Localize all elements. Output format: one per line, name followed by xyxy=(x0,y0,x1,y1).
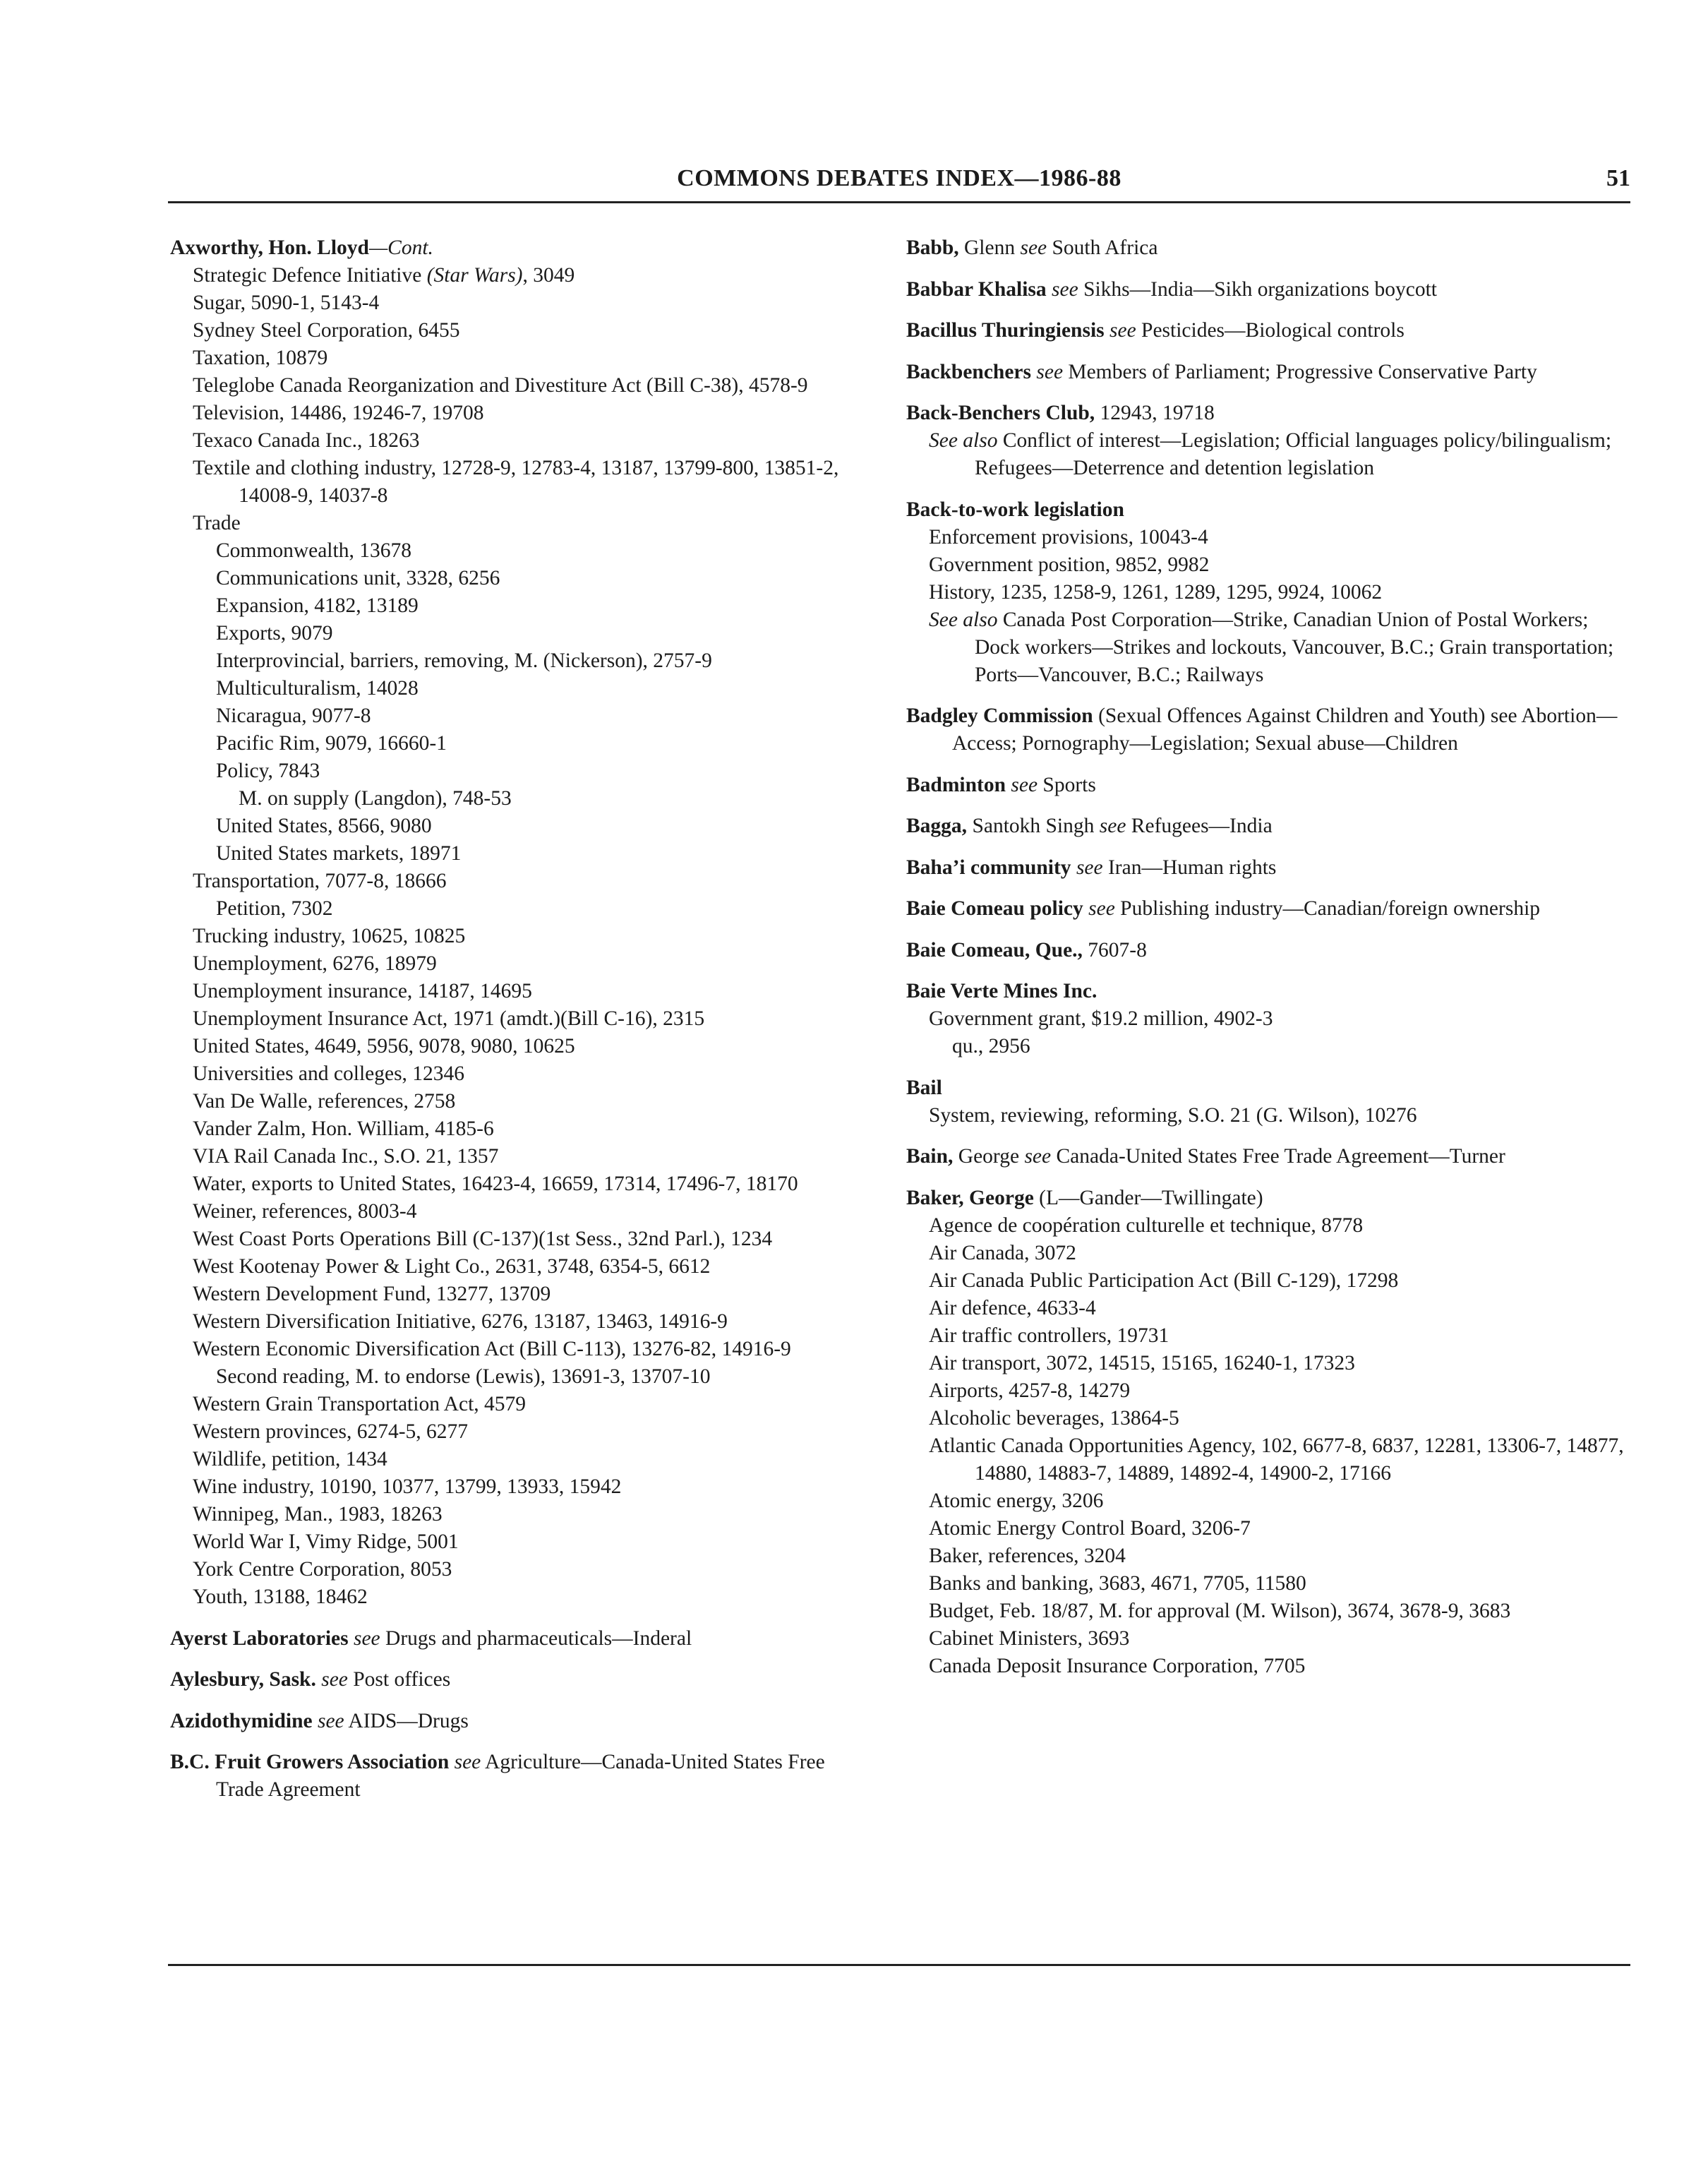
index-subentry xyxy=(906,551,1633,579)
index-subentry xyxy=(906,1350,1633,1377)
index-entry xyxy=(906,317,1633,344)
entry-text: George xyxy=(953,1145,1025,1168)
index-subentry xyxy=(170,372,876,400)
index-subentry xyxy=(170,565,876,592)
entry-heading: Bain, xyxy=(906,1145,954,1168)
index-subentry xyxy=(906,579,1633,606)
entry-text: Interprovincial, barriers, removing, M. (Nickerson), 2757-9 xyxy=(216,649,712,672)
index-subentry xyxy=(906,1625,1633,1653)
entry-text: Wine industry, 10190, 10377, 13799, 13933, 15942 xyxy=(193,1475,622,1498)
entry-text: Exports, 9079 xyxy=(216,622,333,645)
index-subentry xyxy=(170,1363,876,1391)
page-number: 51 xyxy=(1606,165,1630,191)
see-reference: see xyxy=(1071,856,1103,879)
entry-text: Trucking industry, 10625, 10825 xyxy=(193,925,466,947)
index-subentry xyxy=(906,1542,1633,1570)
index-subentry xyxy=(170,1226,876,1253)
index-subentry xyxy=(170,1336,876,1363)
index-subentry xyxy=(906,1295,1633,1322)
index-entry xyxy=(906,1074,1633,1102)
index-subentry xyxy=(906,1102,1633,1130)
index-subentry xyxy=(170,1281,876,1308)
entry-text: Members of Parliament; Progressive Conservative Party xyxy=(1063,360,1537,383)
index-entry xyxy=(906,276,1633,304)
continued-marker: —Cont. xyxy=(368,236,433,259)
entry-text: Water, exports to United States, 16423-4, 16659, 17314, 17496-7, 18170 xyxy=(193,1173,798,1195)
entry-heading: Axworthy, Hon. Lloyd xyxy=(170,236,369,259)
entry-text: Sugar, 5090-1, 5143-4 xyxy=(193,292,380,314)
entry-text: 7607-8 xyxy=(1082,938,1147,961)
entry-text: York Centre Corporation, 8053 xyxy=(193,1558,452,1581)
index-subentry xyxy=(170,1473,876,1501)
index-subentry xyxy=(906,1432,1633,1487)
entry-pages: , 3049 xyxy=(522,264,575,287)
index-subentry xyxy=(170,757,876,785)
index-subentry xyxy=(170,1170,876,1198)
entry-heading: Bagga, xyxy=(906,815,968,837)
entry-heading: Ayerst Laboratories xyxy=(170,1626,349,1650)
entry-heading: Azidothymidine xyxy=(170,1709,313,1732)
entry-text: Alcoholic beverages, 13864-5 xyxy=(929,1406,1179,1430)
entry-heading: Bacillus Thuringiensis xyxy=(906,319,1105,342)
index-entry xyxy=(906,772,1633,799)
index-subentry xyxy=(906,1240,1633,1267)
entry-text: Iran—Human rights xyxy=(1102,856,1277,879)
index-entry xyxy=(906,854,1633,882)
entry-text: AIDS—Drugs xyxy=(344,1709,469,1732)
see-reference: see xyxy=(1006,773,1038,796)
see-reference: see xyxy=(1099,815,1126,837)
see-reference: see xyxy=(1024,1145,1052,1168)
index-subentry xyxy=(170,702,876,730)
entry-text: Trade xyxy=(193,512,241,534)
index-subentry xyxy=(170,1418,876,1446)
index-subentry xyxy=(170,813,876,840)
index-subentry xyxy=(906,1405,1633,1432)
entry-text: Atomic energy, 3206 xyxy=(929,1489,1104,1512)
entry-heading: Baie Comeau policy xyxy=(906,897,1083,920)
entry-heading: Babb, xyxy=(906,236,959,259)
entry-text: West Coast Ports Operations Bill (C-137)(1st Sess., 32nd Parl.), 1234 xyxy=(193,1228,773,1250)
entry-text: Canada Post Corporation—Strike, Canadian Union of Postal Workers; Dock workers—Strikes and lockouts, Vancouver, B.C.; Grain transportation; Ports—Vancouver, B.C.; Railways xyxy=(975,608,1614,686)
index-entry xyxy=(906,1185,1633,1212)
index-subentry xyxy=(170,620,876,647)
index-subentry xyxy=(906,1377,1633,1405)
see-reference: see xyxy=(1083,897,1115,920)
entry-text: Publishing industry—Canadian/foreign ownership xyxy=(1114,897,1541,920)
index-subentry xyxy=(906,1570,1633,1598)
entry-text: Weiner, references, 8003-4 xyxy=(193,1200,417,1223)
index-subentry xyxy=(170,1528,876,1556)
see-reference: see xyxy=(348,1626,380,1650)
entry-text: Santokh Singh xyxy=(967,815,1100,837)
index-subentry xyxy=(170,840,876,868)
entry-text: Television, 14486, 19246-7, 19708 xyxy=(193,402,484,424)
index-entry xyxy=(906,359,1633,386)
index-entry xyxy=(906,937,1633,964)
index-subentry xyxy=(170,895,876,923)
index-entry xyxy=(170,1625,876,1653)
index-subentry xyxy=(906,524,1633,551)
index-entry xyxy=(170,1666,876,1694)
entry-text: Agriculture—Canada-United States Free Trade Agreement xyxy=(216,1751,825,1801)
entry-text: Pacific Rim, 9079, 16660-1 xyxy=(216,732,447,755)
entry-text: Agence de coopération culturelle et technique, 8778 xyxy=(929,1214,1364,1237)
index-subentry xyxy=(170,868,876,895)
entry-heading: Baie Verte Mines Inc. xyxy=(906,980,1097,1002)
entry-text: Western Development Fund, 13277, 13709 xyxy=(193,1283,551,1305)
index-subentry xyxy=(170,1446,876,1473)
index-subentry xyxy=(170,1308,876,1336)
running-title: COMMONS DEBATES INDEX—1986-88 xyxy=(677,165,1121,191)
index-subentry xyxy=(906,1653,1633,1680)
entry-text: Winnipeg, Man., 1983, 18263 xyxy=(193,1503,443,1526)
entry-heading: Badminton xyxy=(906,773,1006,796)
entry-text: Glenn xyxy=(958,236,1021,259)
index-entry xyxy=(906,702,1633,757)
entry-text: Canada Deposit Insurance Corporation, 7705 xyxy=(929,1654,1306,1677)
index-subentry xyxy=(170,592,876,620)
entry-text: United States markets, 18971 xyxy=(216,842,462,865)
index-subentry xyxy=(170,1556,876,1583)
entry-text: Expansion, 4182, 13189 xyxy=(216,594,419,617)
entry-text: Pesticides—Biological controls xyxy=(1136,319,1405,342)
entry-text: Vander Zalm, Hon. William, 4185-6 xyxy=(193,1118,494,1140)
index-subentry xyxy=(170,978,876,1005)
entry-text: Government grant, $19.2 million, 4902-3 xyxy=(929,1007,1273,1030)
entry-text: Unemployment insurance, 14187, 14695 xyxy=(193,980,532,1002)
entry-heading: Babbar Khalisa xyxy=(906,277,1047,301)
entry-text: History, 1235, 1258-9, 1261, 1289, 1295, 9924, 10062 xyxy=(929,580,1383,604)
index-subentry xyxy=(170,1005,876,1033)
entry-text: Strategic Defence Initiative xyxy=(193,264,427,287)
entry-text: Sydney Steel Corporation, 6455 xyxy=(193,319,460,342)
index-subentry xyxy=(170,317,876,344)
index-entry xyxy=(906,895,1633,923)
index-subentry xyxy=(906,1598,1633,1625)
entry-text: VIA Rail Canada Inc., S.O. 21, 1357 xyxy=(193,1145,499,1168)
entry-text: Conflict of interest—Legislation; Official languages policy/bilingualism; Refugees—Deterrence and detention legislation xyxy=(975,429,1612,479)
entry-text: (Sexual Offences Against Children and Youth) see Abortion—Access; Pornography—Legislation; Sexual abuse—Children xyxy=(952,705,1618,755)
entry-text: M. on supply (Langdon), 748-53 xyxy=(239,787,512,810)
entry-text: Unemployment Insurance Act, 1971 (amdt.)(Bill C-16), 2315 xyxy=(193,1007,705,1030)
index-subentry xyxy=(170,647,876,675)
index-subentry xyxy=(170,730,876,757)
entry-text: Western Grain Transportation Act, 4579 xyxy=(193,1393,527,1415)
entry-heading: B.C. Fruit Growers Association xyxy=(170,1751,450,1773)
footer-rule xyxy=(168,1964,1630,1966)
index-subentry xyxy=(906,1515,1633,1542)
entry-text: Unemployment, 6276, 18979 xyxy=(193,952,437,975)
index-subentry xyxy=(906,606,1633,689)
entry-text: Nicaragua, 9077-8 xyxy=(216,705,371,727)
index-subentry xyxy=(170,1033,876,1060)
entry-text: Textile and clothing industry, 12728-9, 12783-4, 13187, 13799-800, 13851-2, 14008-9, 14037-8 xyxy=(193,457,839,507)
entry-heading: Bail xyxy=(906,1076,942,1099)
header-rule xyxy=(168,201,1630,203)
index-subentry xyxy=(170,289,876,317)
see-reference: See also xyxy=(929,608,998,631)
see-reference: see xyxy=(1020,236,1047,259)
index-subentry xyxy=(906,1487,1633,1515)
index-entry xyxy=(170,1749,876,1804)
index-subentry xyxy=(170,1143,876,1170)
entry-text: Atlantic Canada Opportunities Agency, 102, 6677-8, 6837, 12281, 13306-7, 14877, 14880, 14883-7, 14889, 14892-4, 14900-2, 17166 xyxy=(929,1434,1624,1485)
entry-text: Petition, 7302 xyxy=(216,897,333,920)
entry-text: Airports, 4257-8, 14279 xyxy=(929,1379,1131,1402)
index-subentry xyxy=(170,1088,876,1115)
entry-text: Enforcement provisions, 10043-4 xyxy=(929,525,1208,549)
index-entry xyxy=(906,400,1633,427)
entry-text: Multiculturalism, 14028 xyxy=(216,677,419,700)
entry-heading: Back-to-work legislation xyxy=(906,498,1124,521)
index-entry xyxy=(906,978,1633,1005)
entry-text: Taxation, 10879 xyxy=(193,347,328,369)
index-subentry xyxy=(170,1198,876,1226)
entry-text: Sports xyxy=(1038,773,1096,796)
entry-heading: Aylesbury, Sask. xyxy=(170,1668,316,1691)
index-subentry xyxy=(170,262,876,289)
entry-text: Commonwealth, 13678 xyxy=(216,539,411,562)
entry-text: Texaco Canada Inc., 18263 xyxy=(193,429,420,452)
index-subentry xyxy=(170,1583,876,1611)
entry-text: 12943, 19718 xyxy=(1095,402,1215,424)
entry-pages: Canada-United States Free Trade Agreement—Turner xyxy=(1051,1145,1505,1168)
entry-text: Atomic Energy Control Board, 3206-7 xyxy=(929,1516,1251,1540)
entry-text: qu., 2956 xyxy=(952,1035,1030,1057)
entry-text: United States, 8566, 9080 xyxy=(216,815,432,837)
index-subentry xyxy=(170,537,876,565)
entry-pages: South Africa xyxy=(1047,236,1158,259)
entry-text: Air transport, 3072, 14515, 15165, 16240-1, 17323 xyxy=(929,1351,1355,1374)
index-subentry xyxy=(170,950,876,978)
see-reference: see xyxy=(312,1709,344,1732)
entry-text: System, reviewing, reforming, S.O. 21 (G. Wilson), 10276 xyxy=(929,1103,1417,1127)
entry-text: Western Diversification Initiative, 6276, 13187, 13463, 14916-9 xyxy=(193,1310,728,1333)
index-entry xyxy=(906,813,1633,840)
entry-text: Teleglobe Canada Reorganization and Divestiture Act (Bill C-38), 4578-9 xyxy=(193,374,808,397)
index-subentry xyxy=(170,923,876,950)
entry-text: Policy, 7843 xyxy=(216,760,320,782)
entry-text: (L—Gander—Twillingate) xyxy=(1033,1186,1263,1209)
index-subentry xyxy=(906,1005,1633,1033)
index-entry xyxy=(906,1143,1633,1170)
index-subentry xyxy=(170,510,876,537)
entry-text: Western Economic Diversification Act (Bill C-113), 13276-82, 14916-9 xyxy=(193,1338,791,1360)
index-subentry xyxy=(170,344,876,372)
entry-text: Universities and colleges, 12346 xyxy=(193,1062,465,1085)
entry-heading: Baie Comeau, Que., xyxy=(906,938,1083,961)
index-subentry xyxy=(170,675,876,702)
index-subentry xyxy=(170,1115,876,1143)
see-reference: see xyxy=(1104,319,1136,342)
index-subentry xyxy=(906,1267,1633,1295)
entry-text: Sikhs—India—Sikh organizations boycott xyxy=(1078,277,1438,301)
entry-text: Air Canada, 3072 xyxy=(929,1241,1076,1264)
index-subentry xyxy=(170,427,876,455)
index-subentry xyxy=(170,785,876,813)
index-entry xyxy=(906,234,1633,262)
entry-text: Communications unit, 3328, 6256 xyxy=(216,567,500,589)
index-subentry xyxy=(906,1212,1633,1240)
index-entry xyxy=(170,234,876,262)
entry-text: Western provinces, 6274-5, 6277 xyxy=(193,1420,469,1443)
entry-text: Post offices xyxy=(347,1668,451,1691)
index-subentry xyxy=(170,1391,876,1418)
index-entry xyxy=(170,1708,876,1735)
entry-heading: Backbenchers xyxy=(906,360,1031,383)
entry-text: Budget, Feb. 18/87, M. for approval (M. Wilson), 3674, 3678-9, 3683 xyxy=(929,1599,1511,1622)
entry-italic: (Star Wars) xyxy=(426,264,523,287)
entry-text: Second reading, M. to endorse (Lewis), 13691-3, 13707-10 xyxy=(216,1365,711,1388)
index-subentry xyxy=(906,427,1633,482)
index-column-left xyxy=(170,234,876,1804)
entry-heading: Badgley Commission xyxy=(906,705,1093,727)
entry-text: Van De Walle, references, 2758 xyxy=(193,1090,456,1113)
entry-text: Air defence, 4633-4 xyxy=(929,1296,1096,1319)
entry-text: Cabinet Ministers, 3693 xyxy=(929,1626,1130,1650)
see-reference: see xyxy=(449,1751,481,1773)
entry-pages: Refugees—India xyxy=(1126,815,1273,837)
entry-heading: Back-Benchers Club, xyxy=(906,402,1095,424)
page-header xyxy=(168,165,1630,200)
entry-text: Government position, 9852, 9982 xyxy=(929,553,1210,576)
entry-text: Wildlife, petition, 1434 xyxy=(193,1448,387,1470)
entry-text: Air Canada Public Participation Act (Bill C-129), 17298 xyxy=(929,1269,1399,1292)
index-subentry xyxy=(170,1253,876,1281)
entry-text: Transportation, 7077-8, 18666 xyxy=(193,870,447,892)
entry-text: Drugs and pharmaceuticals—Inderal xyxy=(380,1626,692,1650)
index-subentry xyxy=(170,455,876,510)
entry-heading: Baha’i community xyxy=(906,856,1071,879)
index-subentry xyxy=(170,1060,876,1088)
see-reference: see xyxy=(315,1668,348,1691)
entry-heading: Baker, George xyxy=(906,1186,1034,1209)
see-reference: see xyxy=(1031,360,1064,383)
index-column-right xyxy=(906,234,1633,1680)
see-reference: See also xyxy=(929,429,998,452)
entry-text: Banks and banking, 3683, 4671, 7705, 11580 xyxy=(929,1571,1306,1595)
see-reference: see xyxy=(1046,277,1078,301)
index-subentry xyxy=(170,1501,876,1528)
entry-text: United States, 4649, 5956, 9078, 9080, 10625 xyxy=(193,1035,575,1057)
index-subentry xyxy=(170,400,876,427)
entry-text: West Kootenay Power & Light Co., 2631, 3748, 6354-5, 6612 xyxy=(193,1255,711,1278)
entry-text: Youth, 13188, 18462 xyxy=(193,1586,368,1608)
index-subentry xyxy=(906,1033,1633,1060)
index-entry xyxy=(906,496,1633,524)
entry-text: World War I, Vimy Ridge, 5001 xyxy=(193,1530,459,1553)
index-subentry xyxy=(906,1322,1633,1350)
entry-text: Baker, references, 3204 xyxy=(929,1544,1126,1567)
entry-text: Air traffic controllers, 19731 xyxy=(929,1324,1169,1347)
